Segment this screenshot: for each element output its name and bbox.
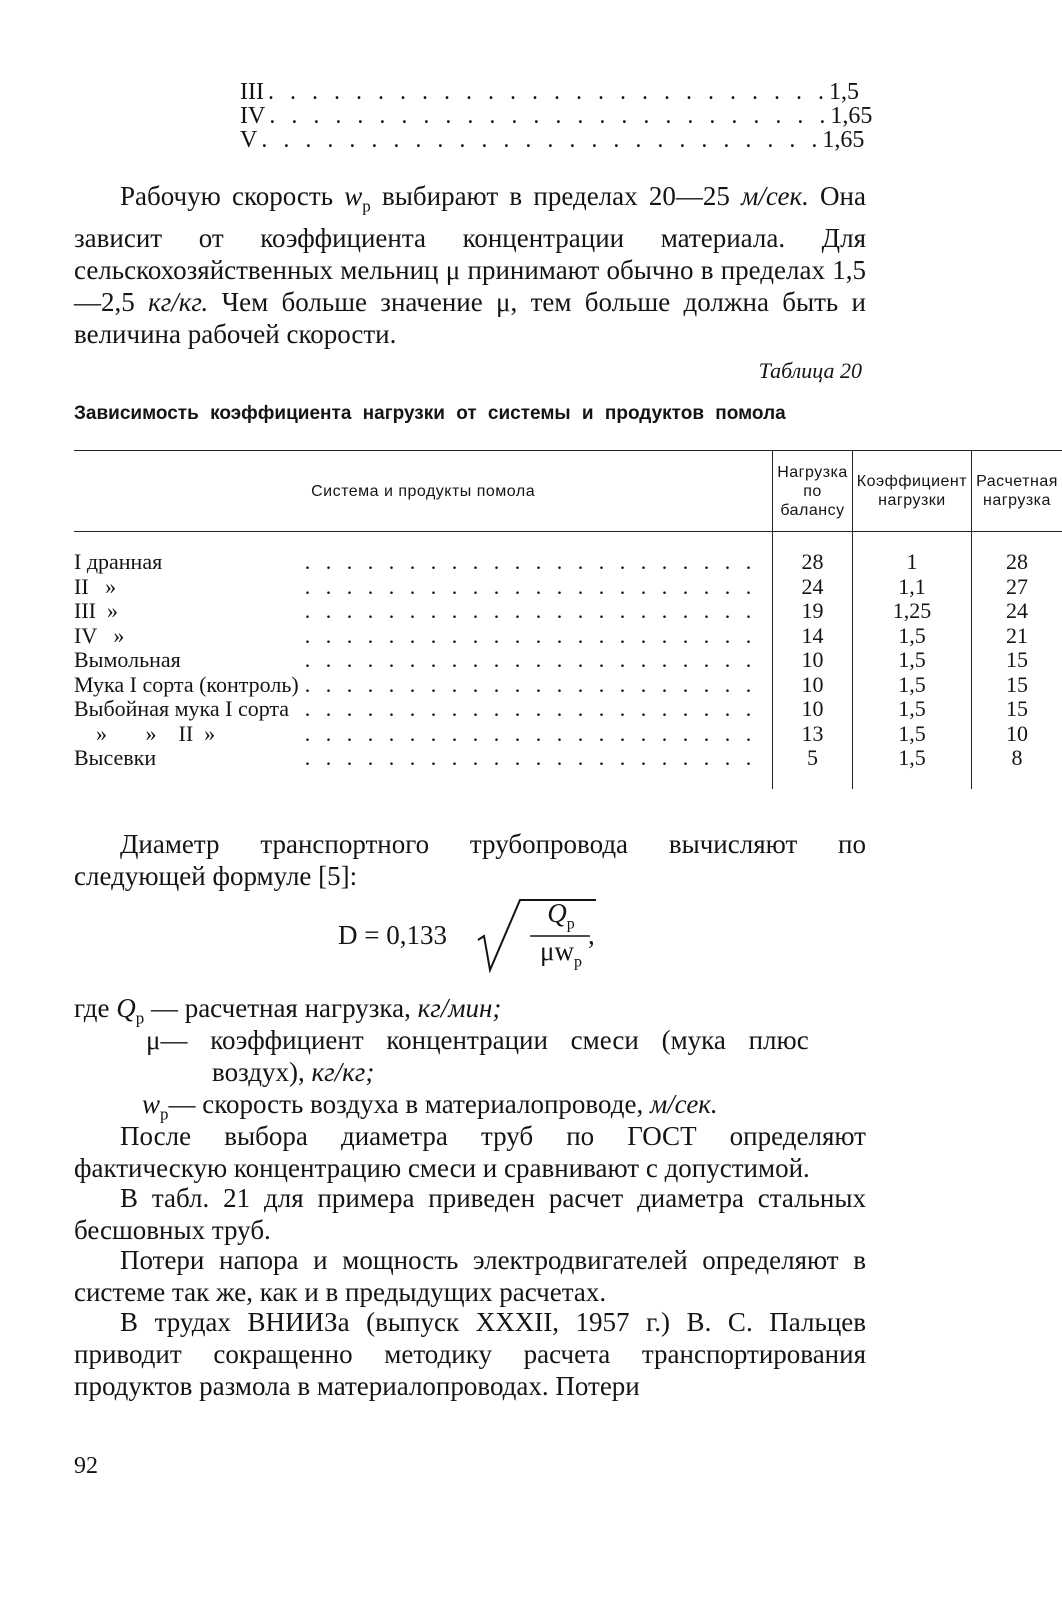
- symbol-subscript: р: [160, 1104, 169, 1124]
- unit-text: м/сек.: [649, 1089, 718, 1119]
- cell-load: 10: [773, 697, 853, 722]
- text-segment: — скорость воздуха в материалопроводе,: [168, 1089, 650, 1119]
- column-header: Расчетная нагрузка: [972, 451, 1062, 532]
- cell-calc: 24: [972, 599, 1062, 624]
- row-name: Вымольная: [74, 647, 181, 672]
- cell-coef: 1,5: [852, 722, 971, 747]
- list-item-value: 1,5: [828, 79, 859, 105]
- table-row: [74, 746, 1062, 771]
- list-item: [240, 127, 865, 153]
- list-item-value: 1,65: [830, 103, 873, 129]
- row-name: II »: [74, 573, 117, 599]
- table-caption: Таблица 20: [758, 358, 862, 383]
- dot-leader: [289, 697, 756, 722]
- symbol-subscript: р: [135, 1008, 145, 1028]
- row-name: Выбойная мука I сорта: [74, 696, 290, 721]
- cell-calc: 27: [972, 575, 1062, 600]
- list-item-label: V: [240, 127, 258, 153]
- text-segment: Она зависит от коэффициента концентрации материала. Для сельскохозяйственных мельниц μ принимают обычно в пределах 1,5—2,5: [74, 181, 866, 318]
- cell-coef: 1,1: [852, 575, 971, 600]
- cell-load: 10: [773, 648, 853, 673]
- list-item: [240, 79, 859, 105]
- text-segment: где: [74, 993, 117, 1023]
- formula-comma: ,: [588, 920, 595, 950]
- unit-text: кг/мин;: [417, 993, 502, 1023]
- paragraph-losses: Потери напора и мощность электродвигателей определяют в системе так же, как и в предыдущих расчетах.: [74, 1245, 866, 1307]
- table-header-row: [74, 451, 1062, 532]
- table-row: [74, 575, 1062, 600]
- paragraph-formula-intro: Диаметр транспортного трубопровода вычисляют по следующей формуле [5]:: [74, 829, 866, 891]
- symbol-mu-w: μw: [540, 936, 574, 966]
- paragraph-gost: После выбора диаметра труб по ГОСТ определяют фактическую концентрацию смеси и сравнивают с допустимой.: [74, 1121, 866, 1183]
- page-number: 92: [74, 1453, 98, 1479]
- legend-row: [146, 1024, 866, 1056]
- text-segment: Рабочую скорость: [120, 181, 345, 211]
- symbol-q: Q: [547, 898, 567, 928]
- row-name: » » II »: [74, 720, 216, 746]
- cell-load: 13: [773, 722, 853, 747]
- table-row: [74, 697, 1062, 722]
- row-name: III »: [74, 598, 118, 623]
- dot-leader: [264, 80, 829, 104]
- text-segment: Чем больше значение μ, тем больше должна быть и величина рабочей скорости.: [74, 287, 866, 350]
- cell-load: 10: [773, 673, 853, 698]
- cell-load: 5: [773, 746, 853, 771]
- dot-leader: [257, 128, 822, 152]
- table-row: [74, 599, 1062, 624]
- table-row: [74, 673, 1062, 698]
- symbol-subscript: р: [566, 915, 575, 933]
- row-name: I дранная: [74, 549, 163, 574]
- load-coefficient-table: [74, 450, 1062, 789]
- cell-calc: 28: [972, 550, 1062, 575]
- dot-leader: [215, 722, 756, 747]
- dot-leader: [118, 599, 756, 624]
- list-item: [240, 103, 873, 129]
- text-segment: выбирают в пределах 20—25: [370, 181, 742, 211]
- cell-load: 24: [773, 575, 853, 600]
- symbol-subscript: р: [362, 196, 371, 216]
- cell-coef: 1,5: [852, 746, 971, 771]
- dot-leader: [181, 648, 756, 673]
- cell-coef: 1,5: [852, 697, 971, 722]
- text-segment: воздух),: [212, 1057, 312, 1087]
- table-row: [74, 624, 1062, 649]
- cell-coef: 1: [852, 550, 971, 575]
- cell-calc: 15: [972, 648, 1062, 673]
- column-header: Нагрузка по балансу: [773, 451, 853, 532]
- paragraph-table21: В табл. 21 для примера приведен расчет диаметра стальных бесшовных труб.: [74, 1183, 866, 1245]
- formula-denominator: [528, 936, 594, 971]
- table-row: [74, 722, 1062, 747]
- unit-text: кг/кг;: [311, 1057, 375, 1087]
- table-spacer: [74, 532, 1062, 551]
- dot-leader: [156, 746, 756, 771]
- column-header: Система и продукты помола: [74, 451, 773, 532]
- row-name: Высевки: [74, 745, 157, 770]
- row-name: IV »: [74, 622, 125, 648]
- unit-text: кг/кг.: [148, 287, 209, 318]
- cell-calc: 15: [972, 673, 1062, 698]
- cell-calc: 8: [972, 746, 1062, 771]
- dot-leader: [265, 104, 830, 128]
- symbol-q: Q: [116, 993, 136, 1023]
- formula-lhs: D = 0,133: [338, 920, 447, 950]
- list-item-value: 1,65: [822, 127, 865, 153]
- cell-calc: 21: [972, 624, 1062, 649]
- dot-leader: [124, 624, 756, 649]
- paragraph-vniiz: В трудах ВНИИЗа (выпуск XXXII, 1957 г.) В. С. Пальцев приводит сокращенно методику расчета транспортирования продуктов размола в материалопроводах. Потери: [74, 1307, 866, 1401]
- cell-load: 14: [773, 624, 853, 649]
- table-title: Зависимость коэффициента нагрузки от системы и продуктов помола: [74, 403, 786, 424]
- cell-coef: 1,5: [852, 673, 971, 698]
- symbol-w: w: [142, 1089, 161, 1119]
- table-row: [74, 648, 1062, 673]
- cell-calc: 10: [972, 722, 1062, 747]
- row-name: Мука I сорта (контроль): [74, 671, 299, 697]
- cell-calc: 15: [972, 697, 1062, 722]
- symbol-w: w: [344, 181, 363, 211]
- cell-load: 28: [773, 550, 853, 575]
- coefficient-list: [240, 79, 873, 153]
- cell-coef: 1,25: [852, 599, 971, 624]
- list-item-label: IV: [240, 103, 266, 129]
- unit-text: м/сек.: [741, 181, 809, 211]
- column-header: Коэффициент нагрузки: [852, 451, 971, 532]
- dot-leader: [299, 673, 757, 698]
- paragraph-working-speed: [74, 180, 866, 350]
- dot-leader: [162, 550, 756, 575]
- cell-coef: 1,5: [852, 648, 971, 673]
- dot-leader: [116, 575, 756, 600]
- symbol-subscript: р: [573, 953, 582, 971]
- legend-text: μ— коэффициент концентрации смеси (мука плюс: [146, 1025, 809, 1055]
- cell-coef: 1,5: [852, 624, 971, 649]
- table-spacer: [74, 771, 1062, 789]
- cell-load: 19: [773, 599, 853, 624]
- formula-numerator: [528, 898, 594, 933]
- list-item-label: III: [240, 79, 264, 105]
- table-row: [74, 550, 1062, 575]
- legend-row: [212, 1056, 374, 1088]
- text-segment: — расчетная нагрузка,: [144, 993, 418, 1023]
